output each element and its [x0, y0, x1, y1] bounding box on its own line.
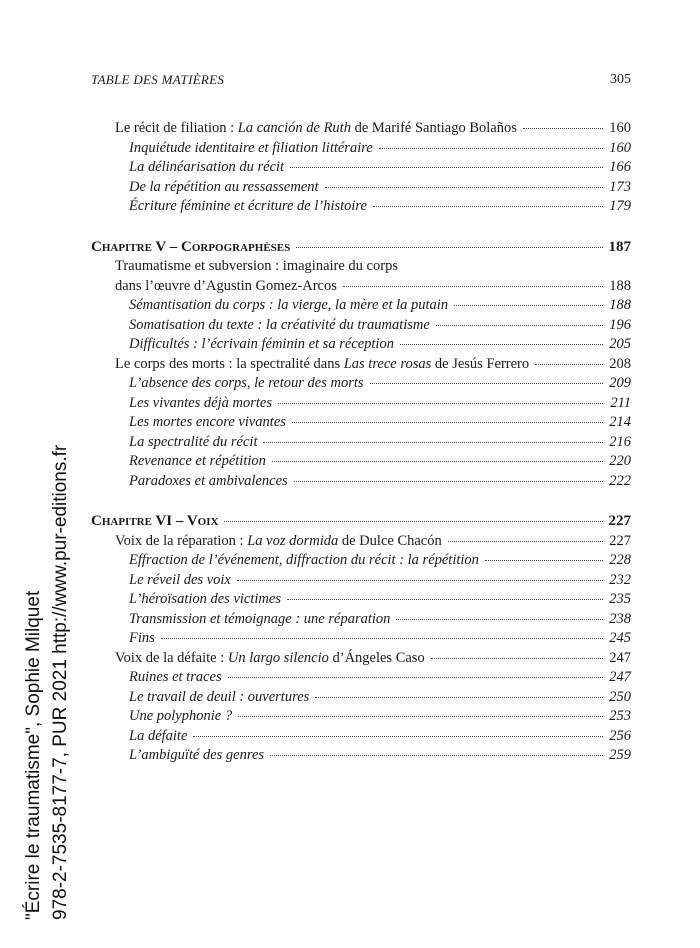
toc-page-number: 179 [609, 198, 631, 214]
toc-entry-title: Inquiétude identitaire et filiation littéraire [129, 139, 373, 156]
toc-page-number: 256 [609, 727, 631, 744]
toc-section [91, 258, 631, 278]
toc-page-number: 222 [609, 472, 631, 489]
toc-page-number: 232 [609, 571, 631, 588]
dot-leader [396, 619, 603, 620]
toc-subsection [91, 552, 631, 572]
toc-page-number: 196 [609, 316, 631, 333]
dot-leader [161, 638, 603, 639]
toc-subsection [91, 434, 631, 454]
toc-page-number: 220 [609, 453, 631, 469]
toc-chapter [91, 513, 631, 533]
toc-subsection [91, 414, 631, 434]
toc-entry-title: dans l’œuvre d’Agustin Gomez-Arcos [115, 277, 337, 294]
toc-page-number: 228 [609, 552, 631, 568]
dot-leader [278, 403, 603, 404]
toc-page-number: 214 [609, 414, 631, 430]
dot-leader [400, 344, 603, 345]
toc-entry-title: Somatisation du texte : la créativité du traumatisme [129, 316, 430, 333]
toc-entry-title: Fins [129, 630, 155, 646]
dot-leader [272, 461, 603, 462]
dot-leader [485, 560, 603, 561]
toc-entry-title: Les mortes encore vivantes [129, 414, 286, 430]
toc-entry-title: De la répétition au ressassement [129, 178, 319, 195]
dot-leader [436, 325, 603, 326]
toc-page-number: 250 [609, 688, 631, 705]
toc-entry-title: Voix de la réparation : La voz dormida de Dulce Chacón [115, 532, 442, 549]
toc-entry-work-title: Las trece rosas [343, 355, 432, 372]
toc-page-number: 227 [609, 532, 631, 549]
toc-subsection [91, 198, 631, 218]
toc-entry-work-title: Un largo silencio [227, 649, 329, 666]
toc-page-number: 208 [609, 355, 631, 372]
toc-section [91, 278, 631, 298]
toc-entry-title: Chapitre V – Corpographèses [91, 238, 291, 255]
toc-page-number: 160 [609, 120, 631, 136]
toc-page-number: 259 [609, 747, 631, 763]
toc-section [91, 533, 631, 553]
dot-leader [237, 580, 603, 581]
toc-entry-title: Le réveil des voix [129, 571, 231, 588]
dot-leader [238, 716, 603, 717]
toc-subsection [91, 453, 631, 473]
toc-subsection [91, 669, 631, 689]
toc-entry-title: Effraction de l’événement, diffraction du récit : la répétition [129, 552, 479, 568]
toc-entry-title: Traumatisme et subversion : imaginaire du corps [115, 258, 398, 274]
toc-page-number: 188 [609, 277, 631, 294]
toc-page-number: 227 [608, 513, 631, 529]
running-header-title: TABLE DES MATIÈRES [91, 72, 225, 87]
toc-page-number: 238 [609, 610, 631, 627]
toc-subsection [91, 728, 631, 748]
dot-leader [270, 755, 603, 756]
toc-page-number: 205 [609, 336, 631, 352]
toc-entry-title: Écriture féminine et écriture de l’histoire [129, 198, 367, 214]
toc-subsection [91, 591, 631, 611]
toc-page-number: 245 [609, 630, 631, 646]
toc-entry-title: Voix de la défaite : Un largo silencio d’Ángeles Caso [115, 649, 425, 666]
toc-entry-title: L’absence des corps, le retour des morts [129, 375, 364, 391]
toc-entry-title: Les vivantes déjà mortes [129, 394, 272, 411]
toc-subsection [91, 159, 631, 179]
dot-leader [535, 364, 603, 365]
toc-entry-title: La spectralité du récit [129, 433, 258, 450]
dot-leader [431, 658, 603, 659]
toc-page-number: 209 [609, 375, 631, 391]
page-number: 305 [610, 72, 631, 87]
toc-entry-title: Le récit de filiation : La canción de Ruth de Marifé Santiago Bolaños [115, 120, 517, 136]
dot-leader [370, 383, 603, 384]
toc-page-number: 160 [609, 139, 631, 156]
dot-leader [454, 305, 603, 306]
toc-page-number: 253 [609, 708, 631, 724]
dot-leader [263, 442, 603, 443]
toc-subsection [91, 708, 631, 728]
toc-entry-title: Transmission et témoignage : une réparation [129, 610, 391, 627]
dot-leader [292, 422, 603, 423]
toc-entry-work-title: La voz dormida [247, 532, 339, 549]
toc-section [91, 120, 631, 140]
toc-subsection [91, 297, 631, 317]
dot-leader [287, 599, 603, 600]
dot-leader [224, 521, 603, 522]
toc-subsection [91, 630, 631, 650]
sidebar-line-2: 978-2-7535-8177-7, PUR 2021 http://www.pur-editions.fr [50, 444, 71, 920]
toc-page-number: 187 [608, 238, 631, 255]
dot-leader [343, 286, 603, 287]
toc-entry-work-title: La canción de Ruth [237, 120, 351, 136]
toc-entry-title: Ruines et traces [129, 669, 222, 685]
toc-entry-title: L’ambiguïté des genres [129, 747, 265, 763]
dot-leader [379, 148, 603, 149]
toc-entry-title: La délinéarisation du récit [129, 159, 285, 175]
toc-page-number: 216 [609, 433, 631, 450]
toc-subsection [91, 473, 631, 493]
toc-subsection [91, 611, 631, 631]
dot-leader [448, 541, 603, 542]
copyright-sidebar [20, 260, 80, 920]
dot-leader [294, 481, 603, 482]
toc-page-number: 173 [609, 178, 631, 195]
toc-entry-title: Paradoxes et ambivalences [129, 472, 288, 489]
toc-page-number: 211 [610, 394, 631, 411]
toc-subsection [91, 747, 631, 767]
dot-leader [523, 128, 603, 129]
dot-leader [228, 677, 603, 678]
toc-subsection [91, 179, 631, 199]
toc-chapter [91, 239, 631, 259]
dot-leader [325, 187, 603, 188]
dot-leader [373, 206, 603, 207]
sidebar-line-1: "Écrire le traumatisme", Sophie Milquet [23, 590, 44, 920]
toc-subsection [91, 375, 631, 395]
toc-section [91, 650, 631, 670]
dot-leader [315, 697, 603, 698]
toc-entry-title: Chapitre VI – Voix [91, 513, 219, 529]
toc-page-number: 166 [609, 159, 631, 175]
dot-leader [296, 247, 603, 248]
toc-entry-title: Sémantisation du corps : la vierge, la mère et la putain [129, 297, 449, 313]
toc-page-number: 188 [609, 297, 631, 313]
toc-entry-title: La défaite [129, 727, 188, 744]
toc-page-number: 247 [609, 649, 631, 666]
toc-entry-title: Revenance et répétition [129, 453, 266, 469]
toc-subsection [91, 572, 631, 592]
toc-entry-title: L’héroïsation des victimes [129, 591, 281, 607]
toc-entry-title: Le corps des morts : la spectralité dans Las trece rosas de Jesús Ferrero [115, 355, 530, 372]
toc-section [91, 356, 631, 376]
toc-page-number: 247 [609, 669, 631, 685]
toc-subsection [91, 317, 631, 337]
toc-subsection [91, 395, 631, 415]
toc-subsection [91, 336, 631, 356]
dot-leader [193, 736, 603, 737]
dot-leader [290, 167, 603, 168]
toc-subsection [91, 140, 631, 160]
toc-page-number: 235 [609, 591, 631, 607]
table-of-contents [91, 120, 631, 767]
toc-subsection [91, 689, 631, 709]
toc-entry-title: Une polyphonie ? [129, 708, 233, 724]
toc-entry-title: Difficultés : l’écrivain féminin et sa réception [129, 336, 394, 352]
toc-entry-title: Le travail de deuil : ouvertures [129, 688, 310, 705]
